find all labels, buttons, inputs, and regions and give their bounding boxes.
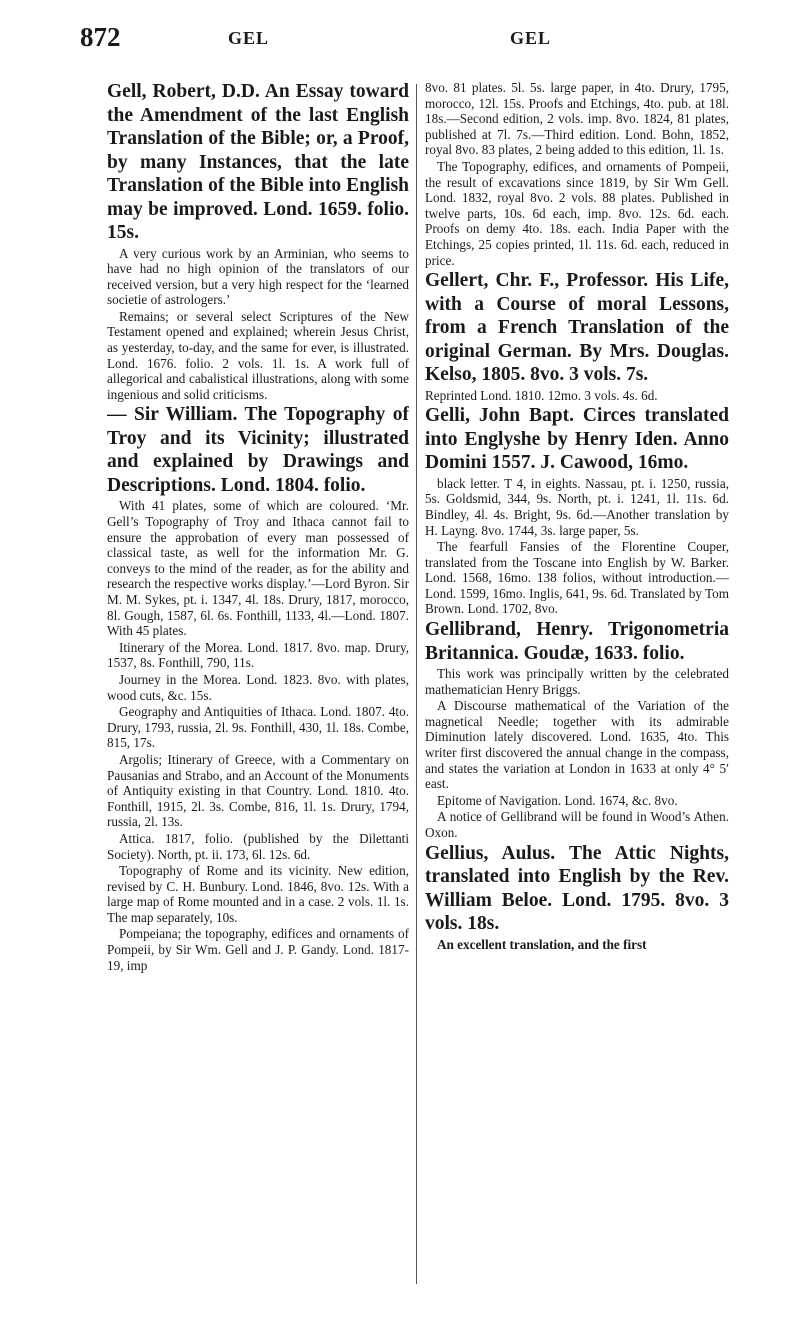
entry-note: Argolis; Itinerary of Greece, with a Commentary on Pausanias and Strabo, and an Account of the Monuments of Antiquity existing in that Country. Lond. 1810. 4to. Fonthill, 1915, 2l. 3s. Combe, 816, 1l. 1s. Drury, 1794, russia, 2l. 13s. xyxy=(107,751,409,830)
entry-continuation: Reprinted Lond. 1810. 12mo. 3 vols. 4s. 6d. xyxy=(425,387,658,403)
column-divider xyxy=(416,84,417,1284)
entry-heading: Gelli, John Bapt. Circes translated into Englyshe by Henry Iden. Anno Domini 1557. J. Cawood, 16mo. xyxy=(425,405,729,474)
entry-note: Geography and Antiquities of Ithaca. Lond. 1807. 4to. Drury, 1793, russia, 2l. 9s. Fonthill, 430, 1l. 18s. Combe, 815, 17s. xyxy=(107,704,409,751)
entry-heading: Gellibrand, Henry. Trigonometria Britannica. Goudæ, 1633. folio. xyxy=(425,619,729,664)
page-number: 872 xyxy=(80,22,121,52)
entry-note: A notice of Gellibrand will be found in Wood’s Athen. Oxon. xyxy=(425,809,729,840)
entry-heading: — Sir William. The Topography of Troy and its Vicinity; illustrated and explained by Drawings and Descriptions. Lond. 1804. folio. xyxy=(107,404,409,496)
page-header xyxy=(0,22,800,62)
running-head-left: GEL xyxy=(228,28,270,48)
entry-note: This work was principally written by the celebrated mathematician Henry Briggs. xyxy=(425,666,729,697)
entry-heading: Gellius, Aulus. The Attic Nights, translated into English by the Rev. William Beloe. Lond. 1795. 8vo. 3 vols. 18s. xyxy=(425,842,729,935)
right-column xyxy=(425,80,729,1290)
left-column xyxy=(107,80,409,1290)
entry-note: A Discourse mathematical of the Variation of the magnetical Needle; together with its admirable Diminution lately discovered. Lond. 1635, 4to. This writer first discovered the annual change in the compass, and states the variation at London in 1633 at only 4° 5′ east. xyxy=(425,698,729,792)
entry-note: A very curious work by an Arminian, who seems to have had no high opinion of the translators of our received version, but a very high respect for the ‘learned societie of astrologers.’ xyxy=(107,245,409,308)
entry-note: The fearfull Fansies of the Florentine Couper, translated from the Toscane into English by W. Barker. Lond. 1568, 16mo. 138 folios, without introduction.—Lond. 1599, 16mo. Inglis, 641, 9s. 6d. Translated by Tom Brown. Lond. 1702, 8vo. xyxy=(425,539,729,617)
entry-note: Epitome of Navigation. Lond. 1674, &c. 8vo. xyxy=(437,792,678,808)
entry-note: Journey in the Morea. Lond. 1823. 8vo. with plates, wood cuts, &c. 15s. xyxy=(107,671,409,703)
entry-note: Itinerary of the Morea. Lond. 1817. 8vo. map. Drury, 1537, 8s. Fonthill, 790, 11s. xyxy=(107,639,409,671)
entry-continuation: An excellent translation, and the first xyxy=(437,936,647,952)
entry-note: Attica. 1817, folio. (published by the Dilettanti Society). North, pt. ii. 173, 6l. 12s. 6d. xyxy=(107,830,409,862)
entry-note: The Topography, edifices, and ornaments of Pompeii, the result of excavations since 1819, by Sir Wm Gell. Lond. 1832, royal 8vo. 2 vols. 88 plates. Published in twelve parts, 10s. 6d each, imp. 8vo. 12s. 6d. each. Proofs on demy 4to. 18s. each. India Paper with the Etchings, 25 copies printed, 1l. 11s. 6d. each, reduced in price. xyxy=(425,158,729,268)
entry-note: Topography of Rome and its vicinity. New edition, revised by C. H. Bunbury. Lond. 1846, 8vo. 12s. With a large map of Rome mounted and in a case. 2 vols. 1l. 1s. The map separately, 10s. xyxy=(107,863,409,925)
running-head-right: GEL xyxy=(510,28,552,48)
entry-heading: Gellert, Chr. F., Professor. His Life, with a Course of moral Lessons, from a French Translation of the original German. By Mrs. Douglas. Kelso, 1805. 8vo. 3 vols. 7s. xyxy=(425,270,729,386)
entry-note: Pompeiana; the topography, edifices and ornaments of Pompeii, by Sir Wm. Gell and J. P. Gandy. Lond. 1817-19, imp xyxy=(107,926,409,973)
entry-continuation: 8vo. 81 plates. 5l. 5s. large paper, in 4to. Drury, 1795, morocco, 12l. 15s. Proofs and Etchings, 4to. pub. at 18l. 18s.—Second edition, 2 vols. imp. 8vo. 1824, 81 plates, published at 7l. 7s.—Third edition. Lond. Bohn, 1852, royal 8vo. 83 plates, 2 being added to this edition, 1l. 1s. xyxy=(425,80,729,158)
entry-note: Remains; or several select Scriptures of the New Testament opened and explained; wherein Jesus Christ, as yesterday, to-day, and the same for ever, is illustrated. Lond. 1676. folio. 2 vols. 1l. 1s. A work full of allegorical and cabalistical illustrations, along with some ingenious and solid criticisms. xyxy=(107,308,409,402)
entry-note: black letter. T 4, in eights. Nassau, pt. i. 1250, russia, 5s. Goldsmid, 344, 9s. North, pt. i. 1241, 1l. 11s. 6d. Bindley, 4l. 4s. Bright, 9s. 6d.—Another translation by H. Layng. 8vo. 1744, 3s. large paper, 5s. xyxy=(425,475,729,538)
entry-heading: Gell, Robert, D.D. An Essay toward the Amendment of the last English Translation of the Bible; or, a Proof, by many Instances, that the late Translation of the Bible into English may be improved. Lond. 1659. folio. 15s. xyxy=(107,81,409,243)
entry-note: With 41 plates, some of which are coloured. ‘Mr. Gell’s Topography of Troy and Ithaca cannot fail to ensure the approbation of every man possessed of classical taste, as well for the information Mr. G. conveys to the mind of the reader, as for the ability and research the respective works display.’—Lord Byron. Sir M. M. Sykes, pt. i. 1347, 4l. 18s. Drury, 1817, morocco, 8l. Gough, 1587, 6l. 6s. Fonthill, 1133, 4l.—Lond. 1807. With 45 plates. xyxy=(107,498,409,639)
